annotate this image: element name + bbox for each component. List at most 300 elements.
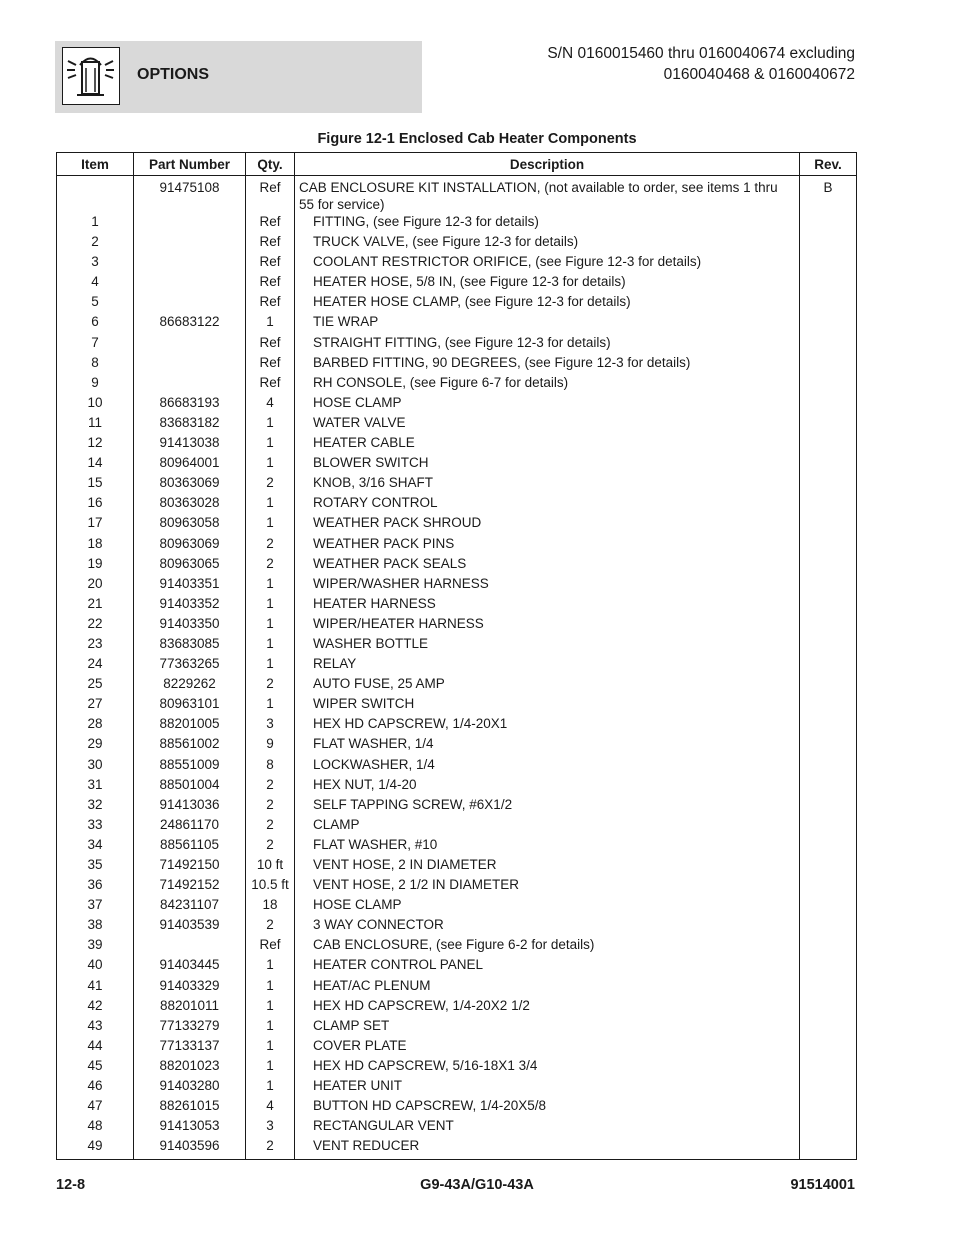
item-cell: 29 <box>57 735 134 755</box>
table-row <box>57 635 857 655</box>
table-row <box>57 213 857 233</box>
part-number-cell: 80964001 <box>134 454 246 474</box>
table-row <box>57 494 857 514</box>
part-number-cell: 88201011 <box>134 997 246 1017</box>
item-cell: 49 <box>57 1137 134 1160</box>
part-number-cell: 91403352 <box>134 595 246 615</box>
part-number-cell <box>134 354 246 374</box>
part-number-cell: 91403539 <box>134 916 246 936</box>
item-cell: 6 <box>57 313 134 333</box>
rev-cell <box>800 434 857 454</box>
table-row <box>57 1097 857 1117</box>
rev-cell <box>800 997 857 1017</box>
table-row <box>57 615 857 635</box>
table-row <box>57 776 857 796</box>
description-cell: WEATHER PACK SHROUD <box>295 514 800 534</box>
part-number-cell <box>134 233 246 253</box>
qty-cell: Ref <box>246 253 295 273</box>
table-row <box>57 394 857 414</box>
part-number-cell: 77133137 <box>134 1037 246 1057</box>
table-row <box>57 1077 857 1097</box>
qty-cell: 3 <box>246 715 295 735</box>
description-cell: SELF TAPPING SCREW, #6X1/2 <box>295 796 800 816</box>
section-title: OPTIONS <box>137 66 210 83</box>
serial-line-1: S/N 0160015460 thru 0160040674 excluding <box>547 45 855 62</box>
item-cell: 33 <box>57 816 134 836</box>
description-cell: BLOWER SWITCH <box>295 454 800 474</box>
qty-cell: 1 <box>246 514 295 534</box>
part-number-cell: 77363265 <box>134 655 246 675</box>
table-row <box>57 474 857 494</box>
rev-cell <box>800 936 857 956</box>
part-number-cell: 86683122 <box>134 313 246 333</box>
qty-cell: 1 <box>246 1077 295 1097</box>
description-cell: BUTTON HD CAPSCREW, 1/4-20X5/8 <box>295 1097 800 1117</box>
rev-cell <box>800 1137 857 1160</box>
qty-cell: 1 <box>246 494 295 514</box>
table-row <box>57 334 857 354</box>
column-header-part-number: Part Number <box>134 153 246 176</box>
rev-cell <box>800 293 857 313</box>
rev-cell <box>800 856 857 876</box>
description-cell: WIPER SWITCH <box>295 695 800 715</box>
qty-cell: 2 <box>246 916 295 936</box>
item-cell: 43 <box>57 1017 134 1037</box>
item-cell: 17 <box>57 514 134 534</box>
description-cell: TIE WRAP <box>295 313 800 333</box>
item-cell: 21 <box>57 595 134 615</box>
item-cell: 47 <box>57 1097 134 1117</box>
part-number-cell: 8229262 <box>134 675 246 695</box>
qty-cell: Ref <box>246 334 295 354</box>
table-row <box>57 1037 857 1057</box>
item-cell: 40 <box>57 956 134 976</box>
qty-cell: 1 <box>246 313 295 333</box>
table-row <box>57 956 857 976</box>
part-number-cell <box>134 334 246 354</box>
column-header-description: Description <box>295 153 800 176</box>
rev-cell <box>800 715 857 735</box>
model-name: G9-43A/G10-43A <box>420 1177 534 1193</box>
table-row <box>57 313 857 333</box>
description-cell: WIPER/HEATER HARNESS <box>295 615 800 635</box>
table-row <box>57 414 857 434</box>
part-number-cell <box>134 253 246 273</box>
qty-cell: Ref <box>246 374 295 394</box>
rev-cell <box>800 1057 857 1077</box>
table-row <box>57 856 857 876</box>
part-number-cell <box>134 293 246 313</box>
table-row <box>57 675 857 695</box>
part-number-cell: 88201023 <box>134 1057 246 1077</box>
table-row <box>57 535 857 555</box>
part-number-cell: 88501004 <box>134 776 246 796</box>
table-row <box>57 735 857 755</box>
qty-cell: 1 <box>246 635 295 655</box>
item-cell: 45 <box>57 1057 134 1077</box>
part-number-cell: 88561105 <box>134 836 246 856</box>
description-cell: COVER PLATE <box>295 1037 800 1057</box>
qty-cell: 1 <box>246 956 295 976</box>
qty-cell: 1 <box>246 434 295 454</box>
qty-cell: 1 <box>246 1037 295 1057</box>
item-cell: 37 <box>57 896 134 916</box>
description-cell: 3 WAY CONNECTOR <box>295 916 800 936</box>
description-cell: HEX HD CAPSCREW, 1/4-20X2 1/2 <box>295 997 800 1017</box>
qty-cell: 1 <box>246 997 295 1017</box>
qty-cell: 1 <box>246 454 295 474</box>
part-number-cell: 84231107 <box>134 896 246 916</box>
part-number-cell: 91403445 <box>134 956 246 976</box>
item-cell: 15 <box>57 474 134 494</box>
table-row <box>57 695 857 715</box>
table-row <box>57 293 857 313</box>
description-cell: FLAT WASHER, #10 <box>295 836 800 856</box>
part-number-cell: 88561002 <box>134 735 246 755</box>
item-cell: 5 <box>57 293 134 313</box>
column-header-item: Item <box>57 153 134 176</box>
description-cell: CAB ENCLOSURE, (see Figure 6-2 for details) <box>295 936 800 956</box>
description-cell: RH CONSOLE, (see Figure 6-7 for details) <box>295 374 800 394</box>
qty-cell: 2 <box>246 675 295 695</box>
rev-cell <box>800 776 857 796</box>
item-cell: 24 <box>57 655 134 675</box>
description-cell: AUTO FUSE, 25 AMP <box>295 675 800 695</box>
part-number-cell: 88551009 <box>134 756 246 776</box>
rev-cell <box>800 354 857 374</box>
description-cell: VENT REDUCER <box>295 1137 800 1160</box>
serial-line-2: 0160040468 & 0160040672 <box>663 66 855 83</box>
part-number-cell <box>134 273 246 293</box>
table-row <box>57 253 857 273</box>
item-cell: 7 <box>57 334 134 354</box>
item-cell: 12 <box>57 434 134 454</box>
qty-cell: 2 <box>246 776 295 796</box>
rev-cell <box>800 916 857 936</box>
item-cell: 48 <box>57 1117 134 1137</box>
part-number-cell: 71492150 <box>134 856 246 876</box>
description-cell: RECTANGULAR VENT <box>295 1117 800 1137</box>
rev-cell <box>800 514 857 534</box>
part-number-cell: 88261015 <box>134 1097 246 1117</box>
item-cell: 34 <box>57 836 134 856</box>
item-cell: 18 <box>57 535 134 555</box>
rev-cell <box>800 374 857 394</box>
item-cell: 23 <box>57 635 134 655</box>
description-cell: VENT HOSE, 2 1/2 IN DIAMETER <box>295 876 800 896</box>
qty-cell: 18 <box>246 896 295 916</box>
description-cell: ROTARY CONTROL <box>295 494 800 514</box>
rev-cell <box>800 414 857 434</box>
rev-cell <box>800 535 857 555</box>
part-number-cell: 88201005 <box>134 715 246 735</box>
description-cell: VENT HOSE, 2 IN DIAMETER <box>295 856 800 876</box>
item-cell: 42 <box>57 997 134 1017</box>
item-cell: 11 <box>57 414 134 434</box>
item-cell: 8 <box>57 354 134 374</box>
table-row <box>57 454 857 474</box>
description-cell: HOSE CLAMP <box>295 394 800 414</box>
table-row <box>57 176 857 214</box>
qty-cell: 2 <box>246 535 295 555</box>
rev-cell <box>800 816 857 836</box>
item-cell: 16 <box>57 494 134 514</box>
rev-cell <box>800 695 857 715</box>
description-cell: TRUCK VALVE, (see Figure 12-3 for details) <box>295 233 800 253</box>
rev-cell <box>800 1077 857 1097</box>
part-number-cell: 86683193 <box>134 394 246 414</box>
part-number-cell <box>134 374 246 394</box>
cab-options-icon <box>62 47 120 105</box>
rev-cell <box>800 977 857 997</box>
qty-cell: 1 <box>246 1057 295 1077</box>
table-row <box>57 977 857 997</box>
description-cell: HEAT/AC PLENUM <box>295 977 800 997</box>
parts-table <box>56 152 857 1160</box>
table-row <box>57 514 857 534</box>
description-cell: HEATER HARNESS <box>295 595 800 615</box>
item-cell: 32 <box>57 796 134 816</box>
part-number-cell: 71492152 <box>134 876 246 896</box>
table-row <box>57 936 857 956</box>
qty-cell: 8 <box>246 756 295 776</box>
item-cell: 3 <box>57 253 134 273</box>
qty-cell: Ref <box>246 354 295 374</box>
table-row <box>57 1057 857 1077</box>
item-cell: 39 <box>57 936 134 956</box>
description-cell: LOCKWASHER, 1/4 <box>295 756 800 776</box>
part-number-cell: 80963101 <box>134 695 246 715</box>
figure-title: Figure 12-1 Enclosed Cab Heater Components <box>317 131 637 147</box>
qty-cell: 1 <box>246 977 295 997</box>
rev-cell <box>800 454 857 474</box>
description-cell: HEX HD CAPSCREW, 1/4-20X1 <box>295 715 800 735</box>
qty-cell: 2 <box>246 796 295 816</box>
item-cell: 44 <box>57 1037 134 1057</box>
rev-cell <box>800 836 857 856</box>
part-number-cell: 80363069 <box>134 474 246 494</box>
rev-cell <box>800 474 857 494</box>
part-number-cell: 80963065 <box>134 555 246 575</box>
table-row <box>57 1017 857 1037</box>
item-cell: 2 <box>57 233 134 253</box>
description-cell: HEATER HOSE CLAMP, (see Figure 12-3 for details) <box>295 293 800 313</box>
item-cell: 30 <box>57 756 134 776</box>
column-header-qty: Qty. <box>246 153 295 176</box>
qty-cell: 4 <box>246 1097 295 1117</box>
table-row <box>57 997 857 1017</box>
item-cell: 19 <box>57 555 134 575</box>
table-row <box>57 374 857 394</box>
item-cell: 4 <box>57 273 134 293</box>
description-cell: HEX HD CAPSCREW, 5/16-18X1 3/4 <box>295 1057 800 1077</box>
description-cell: STRAIGHT FITTING, (see Figure 12-3 for details) <box>295 334 800 354</box>
item-cell: 35 <box>57 856 134 876</box>
rev-cell <box>800 555 857 575</box>
qty-cell: 1 <box>246 695 295 715</box>
table-row <box>57 1137 857 1160</box>
description-cell: HEATER CABLE <box>295 434 800 454</box>
qty-cell: Ref <box>246 273 295 293</box>
item-cell: 20 <box>57 575 134 595</box>
part-number-cell: 91413038 <box>134 434 246 454</box>
description-cell: FLAT WASHER, 1/4 <box>295 735 800 755</box>
description-cell: HEX NUT, 1/4-20 <box>295 776 800 796</box>
part-number-cell: 91413053 <box>134 1117 246 1137</box>
rev-cell <box>800 876 857 896</box>
part-number-cell: 83683182 <box>134 414 246 434</box>
rev-cell <box>800 655 857 675</box>
qty-cell: 9 <box>246 735 295 755</box>
rev-cell <box>800 233 857 253</box>
part-number-cell: 91403350 <box>134 615 246 635</box>
item-cell: 31 <box>57 776 134 796</box>
item-cell: 9 <box>57 374 134 394</box>
qty-cell: Ref <box>246 233 295 253</box>
table-row <box>57 555 857 575</box>
rev-cell <box>800 756 857 776</box>
description-cell: WEATHER PACK SEALS <box>295 555 800 575</box>
description-cell: HEATER HOSE, 5/8 IN, (see Figure 12-3 for details) <box>295 273 800 293</box>
qty-cell: Ref <box>246 293 295 313</box>
part-number-cell: 24861170 <box>134 816 246 836</box>
rev-cell <box>800 635 857 655</box>
description-cell: BARBED FITTING, 90 DEGREES, (see Figure 12-3 for details) <box>295 354 800 374</box>
item-cell <box>57 176 134 214</box>
qty-cell: 1 <box>246 575 295 595</box>
qty-cell: 1 <box>246 1017 295 1037</box>
item-cell: 36 <box>57 876 134 896</box>
table-row <box>57 816 857 836</box>
qty-cell: 1 <box>246 414 295 434</box>
rev-cell <box>800 896 857 916</box>
part-number-cell: 80363028 <box>134 494 246 514</box>
table-header-row <box>57 153 857 176</box>
item-cell: 28 <box>57 715 134 735</box>
rev-cell <box>800 253 857 273</box>
part-number-cell <box>134 213 246 233</box>
item-cell: 27 <box>57 695 134 715</box>
document-number: 91514001 <box>790 1177 855 1193</box>
rev-cell <box>800 615 857 635</box>
qty-cell: Ref <box>246 213 295 233</box>
rev-cell <box>800 1037 857 1057</box>
part-number-cell: 91403596 <box>134 1137 246 1160</box>
table-row <box>57 796 857 816</box>
qty-cell: 10.5 ft <box>246 876 295 896</box>
description-cell: CLAMP SET <box>295 1017 800 1037</box>
table-row <box>57 575 857 595</box>
item-cell: 38 <box>57 916 134 936</box>
table-row <box>57 655 857 675</box>
qty-cell: 1 <box>246 615 295 635</box>
rev-cell <box>800 213 857 233</box>
table-row <box>57 434 857 454</box>
qty-cell: 1 <box>246 655 295 675</box>
rev-cell <box>800 1117 857 1137</box>
description-cell: HEATER CONTROL PANEL <box>295 956 800 976</box>
description-cell: CLAMP <box>295 816 800 836</box>
qty-cell: Ref <box>246 176 295 214</box>
rev-cell: B <box>800 176 857 214</box>
description-cell: KNOB, 3/16 SHAFT <box>295 474 800 494</box>
qty-cell: 2 <box>246 474 295 494</box>
part-number-cell: 83683085 <box>134 635 246 655</box>
description-cell: CAB ENCLOSURE KIT INSTALLATION, (not available to order, see items 1 thru 55 for service) <box>295 176 800 214</box>
page-number: 12-8 <box>56 1177 86 1193</box>
table-row <box>57 896 857 916</box>
description-cell: HEATER UNIT <box>295 1077 800 1097</box>
table-row <box>57 354 857 374</box>
serial-range <box>547 43 855 85</box>
part-number-cell: 91403329 <box>134 977 246 997</box>
column-header-rev: Rev. <box>800 153 857 176</box>
table-row <box>57 273 857 293</box>
table-row <box>57 715 857 735</box>
rev-cell <box>800 1097 857 1117</box>
table-row <box>57 1117 857 1137</box>
description-cell: WEATHER PACK PINS <box>295 535 800 555</box>
rev-cell <box>800 595 857 615</box>
qty-cell: Ref <box>246 936 295 956</box>
table-row <box>57 876 857 896</box>
description-cell: RELAY <box>295 655 800 675</box>
table-row <box>57 595 857 615</box>
description-cell: FITTING, (see Figure 12-3 for details) <box>295 213 800 233</box>
qty-cell: 1 <box>246 595 295 615</box>
rev-cell <box>800 956 857 976</box>
item-cell: 14 <box>57 454 134 474</box>
rev-cell <box>800 1017 857 1037</box>
item-cell: 1 <box>57 213 134 233</box>
table-row <box>57 916 857 936</box>
qty-cell: 2 <box>246 1137 295 1160</box>
rev-cell <box>800 494 857 514</box>
table-row <box>57 836 857 856</box>
part-number-cell: 91403351 <box>134 575 246 595</box>
item-cell: 22 <box>57 615 134 635</box>
item-cell: 10 <box>57 394 134 414</box>
qty-cell: 4 <box>246 394 295 414</box>
part-number-cell: 77133279 <box>134 1017 246 1037</box>
part-number-cell: 80963058 <box>134 514 246 534</box>
item-cell: 41 <box>57 977 134 997</box>
qty-cell: 3 <box>246 1117 295 1137</box>
part-number-cell <box>134 936 246 956</box>
rev-cell <box>800 675 857 695</box>
rev-cell <box>800 796 857 816</box>
description-cell: WATER VALVE <box>295 414 800 434</box>
rev-cell <box>800 313 857 333</box>
rev-cell <box>800 735 857 755</box>
description-cell: WIPER/WASHER HARNESS <box>295 575 800 595</box>
description-cell: COOLANT RESTRICTOR ORIFICE, (see Figure 12-3 for details) <box>295 253 800 273</box>
part-number-cell: 91403280 <box>134 1077 246 1097</box>
part-number-cell: 91475108 <box>134 176 246 214</box>
qty-cell: 2 <box>246 555 295 575</box>
rev-cell <box>800 273 857 293</box>
rev-cell <box>800 334 857 354</box>
qty-cell: 10 ft <box>246 856 295 876</box>
part-number-cell: 80963069 <box>134 535 246 555</box>
part-number-cell: 91413036 <box>134 796 246 816</box>
qty-cell: 2 <box>246 816 295 836</box>
rev-cell <box>800 394 857 414</box>
table-row <box>57 756 857 776</box>
item-cell: 46 <box>57 1077 134 1097</box>
parts-table-body <box>57 176 857 1160</box>
item-cell: 25 <box>57 675 134 695</box>
